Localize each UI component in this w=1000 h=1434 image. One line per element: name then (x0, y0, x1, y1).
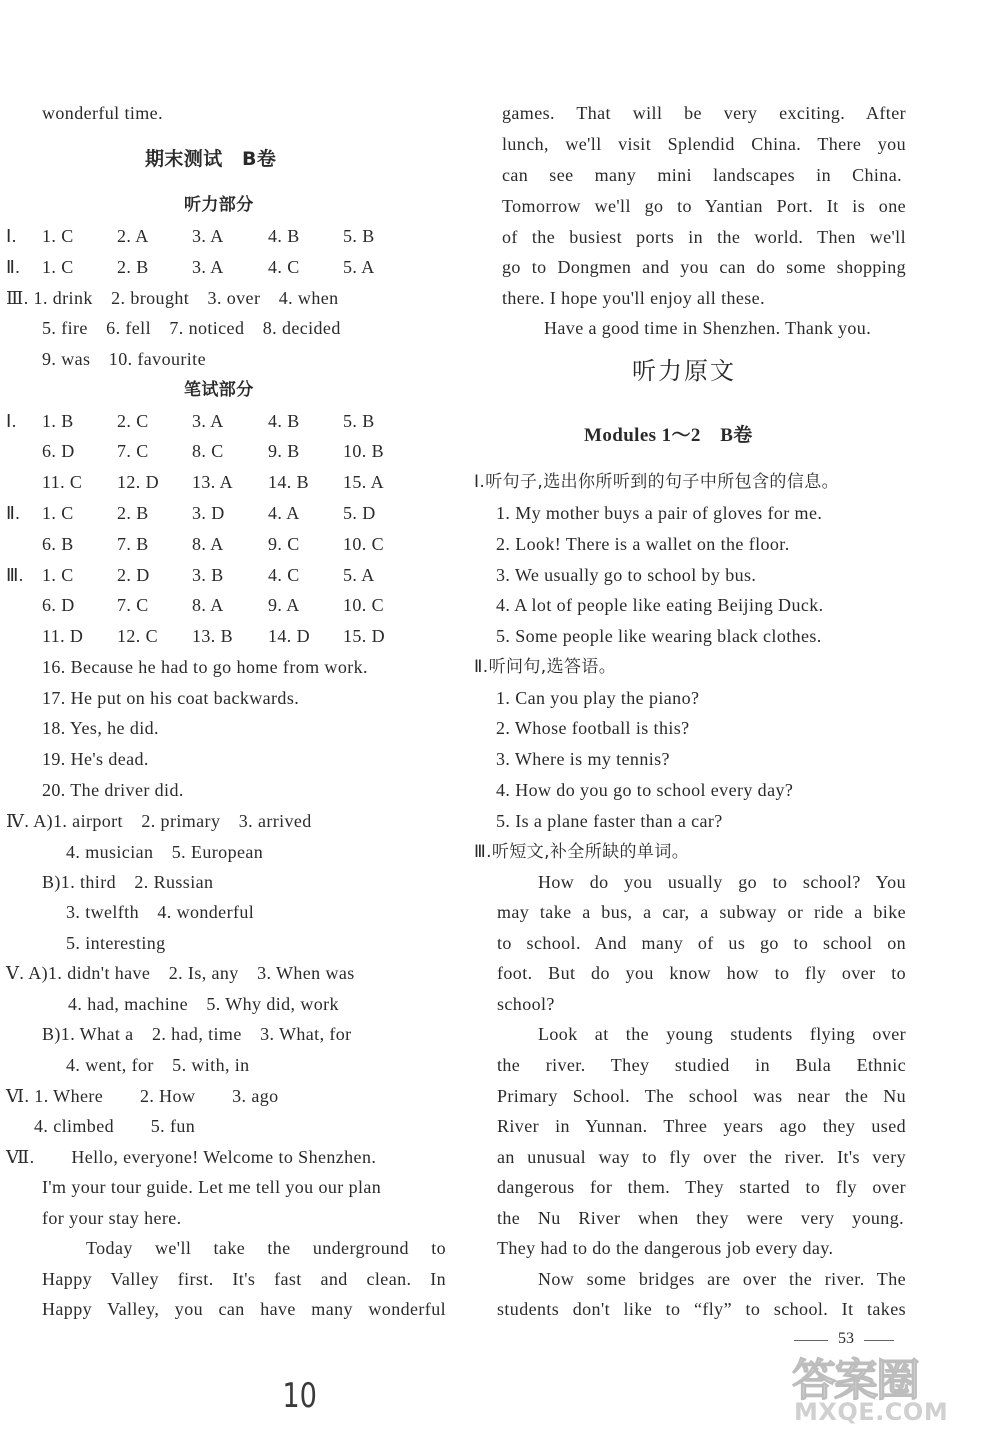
left-text-line: 4. had, machine 5. Why did, work (68, 994, 339, 1014)
section-numeral: Ⅱ. (6, 503, 21, 523)
right-text-line: the river. They studied in Bula Ethnic (497, 1055, 906, 1075)
left-text-line: Ⅵ. 1. Where 2. How 3. ago (6, 1086, 279, 1106)
right-text-line: 3. We usually go to school by bus. (496, 565, 757, 585)
answer-cell: 10. C (343, 534, 385, 554)
right-text-line: Primary School. The school was near the Nu (497, 1086, 906, 1106)
handwritten-mark: 10 (282, 1376, 317, 1416)
right-text-line: How do you usually go to school? You (538, 872, 906, 892)
right-text-line: Ⅰ.听句子,选出你所听到的句子中所包含的信息。 (474, 472, 840, 492)
answer-cell: 11. C (42, 472, 83, 492)
answer-cell: 8. A (192, 595, 224, 615)
answer-cell: 8. C (192, 441, 224, 461)
right-text-line: Ⅲ.听短文,补全所缺的单词。 (474, 842, 690, 862)
right-text-line: 5. Is a plane faster than a car? (496, 811, 723, 831)
section-numeral: Ⅰ. (6, 411, 17, 431)
right-text-line: Have a good time in Shenzhen. Thank you. (544, 318, 872, 338)
right-text-line: go to Dongmen and you can do some shopping (502, 257, 906, 277)
right-text-line: They had to do the dangerous job every day. (497, 1238, 834, 1258)
answer-cell: 5. B (343, 226, 375, 246)
answer-cell: 4. C (268, 257, 300, 277)
answer-cell: 8. A (192, 534, 224, 554)
answer-row: 9. was 10. favourite (42, 349, 206, 369)
left-text-line: 笔试部分 (184, 380, 254, 400)
left-text-line: 16. Because he had to go home from work. (42, 657, 368, 677)
right-text-line: foot. But do you know how to fly over to (497, 963, 906, 983)
answer-cell: 12. D (117, 472, 159, 492)
right-text-line: Look at the young students flying over (538, 1024, 906, 1044)
right-text-line: 5. Some people like wearing black clothes. (496, 626, 822, 646)
left-text-line: B)1. third 2. Russian (42, 872, 214, 892)
right-text-line: River in Yunnan. Three years ago they used (497, 1116, 906, 1136)
answer-cell: 4. A (268, 503, 300, 523)
answer-cell: 1. C (42, 565, 74, 585)
right-text-line: games. That will be very exciting. After (502, 103, 906, 123)
answer-row: Ⅲ. 1. drink 2. brought 3. over 4. when (6, 288, 339, 308)
answer-cell: 11. D (42, 626, 84, 646)
watermark (792, 1344, 988, 1430)
answer-cell: 6. D (42, 441, 75, 461)
answer-cell: 9. B (268, 441, 300, 461)
page-number-rule-left (794, 1340, 828, 1341)
answer-cell: 10. C (343, 595, 385, 615)
right-text-line: Tomorrow we'll go to Yantian Port. It is one (502, 196, 906, 216)
answer-cell: 1. B (42, 411, 74, 431)
answer-cell: 13. B (192, 626, 234, 646)
left-text-line: for your stay here. (42, 1208, 182, 1228)
answer-cell: 10. B (343, 441, 385, 461)
watermark-url: MXQE.COM (794, 1398, 949, 1426)
right-text-line: 2. Whose football is this? (496, 718, 690, 738)
page-number-rule-right (864, 1340, 894, 1341)
answer-cell: 7. C (117, 595, 149, 615)
left-text-line: 5. interesting (66, 933, 166, 953)
answer-cell: 7. C (117, 441, 149, 461)
section-numeral: Ⅲ. (6, 565, 24, 585)
section-numeral: Ⅱ. (6, 257, 21, 277)
answer-cell: 5. B (343, 411, 375, 431)
answer-cell: 5. D (343, 503, 376, 523)
answer-cell: 2. A (117, 226, 149, 246)
right-text-line: 1. Can you play the piano? (496, 688, 700, 708)
right-text-line: to school. And many of us go to school on (497, 933, 906, 953)
answer-cell: 6. D (42, 595, 75, 615)
answer-cell: 9. A (268, 595, 300, 615)
answer-cell: 1. C (42, 503, 74, 523)
right-text-line: there. I hope you'll enjoy all these. (502, 288, 765, 308)
right-text-line: 2. Look! There is a wallet on the floor. (496, 534, 790, 554)
left-text-line: 4. climbed 5. fun (34, 1116, 196, 1136)
answer-cell: 15. A (343, 472, 385, 492)
left-text-line: 4. went, for 5. with, in (66, 1055, 250, 1075)
right-text-line: 听力原文 (632, 357, 736, 385)
left-text-line: Happy Valley, you can have many wonderful (42, 1299, 446, 1319)
left-text-line: 3. twelfth 4. wonderful (66, 902, 255, 922)
answer-cell: 3. A (192, 411, 224, 431)
left-text-line: 17. He put on his coat backwards. (42, 688, 300, 708)
answer-row: 5. fire 6. fell 7. noticed 8. decided (42, 318, 341, 338)
left-text-line: wonderful time. (42, 103, 163, 123)
answer-cell: 4. C (268, 565, 300, 585)
answer-cell: 2. D (117, 565, 150, 585)
right-text-line: can see many mini landscapes in China. (502, 165, 902, 185)
right-text-line: Ⅱ.听问句,选答语。 (474, 657, 617, 677)
right-text-line: of the busiest ports in the world. Then we'll (502, 227, 906, 247)
right-text-line: 4. A lot of people like eating Beijing Duck. (496, 595, 824, 615)
left-text-line: Ⅶ. Hello, everyone! Welcome to Shenzhen. (6, 1147, 377, 1167)
left-text-line: 20. The driver did. (42, 780, 184, 800)
left-text-line: Today we'll take the underground to (86, 1238, 446, 1258)
answer-cell: 2. B (117, 503, 149, 523)
left-text-line: 19. He's dead. (42, 749, 149, 769)
page-number: 53 (838, 1330, 854, 1347)
answer-cell: 2. B (117, 257, 149, 277)
answer-cell: 4. B (268, 411, 300, 431)
answer-cell: 6. B (42, 534, 74, 554)
left-text-line: Ⅴ. A)1. didn't have 2. Is, any 3. When was (6, 963, 355, 983)
answer-cell: 14. D (268, 626, 310, 646)
right-text-line: Modules 1～2 B卷 (584, 425, 753, 446)
answer-cell: 1. C (42, 257, 74, 277)
left-text-line: 4. musician 5. European (66, 842, 264, 862)
left-text-line: I'm your tour guide. Let me tell you our plan (42, 1177, 382, 1197)
right-text-line: school? (497, 994, 555, 1014)
section-numeral: Ⅰ. (6, 226, 17, 246)
answer-cell: 5. A (343, 565, 375, 585)
left-text-line: 听力部分 (184, 195, 254, 215)
answer-cell: 3. D (192, 503, 225, 523)
answer-cell: 9. C (268, 534, 300, 554)
watermark-logo: 答案圈 (792, 1355, 918, 1406)
right-text-line: Now some bridges are over the river. The (538, 1269, 906, 1289)
answer-cell: 3. B (192, 565, 224, 585)
answer-cell: 1. C (42, 226, 74, 246)
answer-cell: 3. A (192, 257, 224, 277)
right-text-line: the Nu River when they were very young. (497, 1208, 904, 1228)
answer-cell: 14. B (268, 472, 310, 492)
left-text-line: Ⅳ. A)1. airport 2. primary 3. arrived (6, 811, 312, 831)
right-text-line: dangerous for them. They started to fly over (497, 1177, 906, 1197)
answer-cell: 5. A (343, 257, 375, 277)
answer-cell: 15. D (343, 626, 385, 646)
right-text-line: 3. Where is my tennis? (496, 749, 670, 769)
right-text-line: lunch, we'll visit Splendid China. There you (502, 134, 906, 154)
right-text-line: 1. My mother buys a pair of gloves for me. (496, 503, 823, 523)
right-text-line: an unusual way to fly over the river. It's very (497, 1147, 906, 1167)
left-text-line: Happy Valley first. It's fast and clean. In (42, 1269, 446, 1289)
left-text-line: B)1. What a 2. had, time 3. What, for (42, 1024, 352, 1044)
answer-cell: 4. B (268, 226, 300, 246)
answer-cell: 12. C (117, 626, 159, 646)
answer-cell: 3. A (192, 226, 224, 246)
left-text-line: 18. Yes, he did. (42, 718, 159, 738)
answer-cell: 2. C (117, 411, 149, 431)
answer-cell: 7. B (117, 534, 149, 554)
right-text-line: may take a bus, a car, a subway or ride a bike (497, 902, 906, 922)
right-text-line: 4. How do you go to school every day? (496, 780, 794, 800)
right-text-line: students don't like to “fly” to school. It takes (497, 1299, 906, 1319)
answer-cell: 13. A (192, 472, 234, 492)
left-text-line: 期末测试 B卷 (145, 148, 277, 170)
